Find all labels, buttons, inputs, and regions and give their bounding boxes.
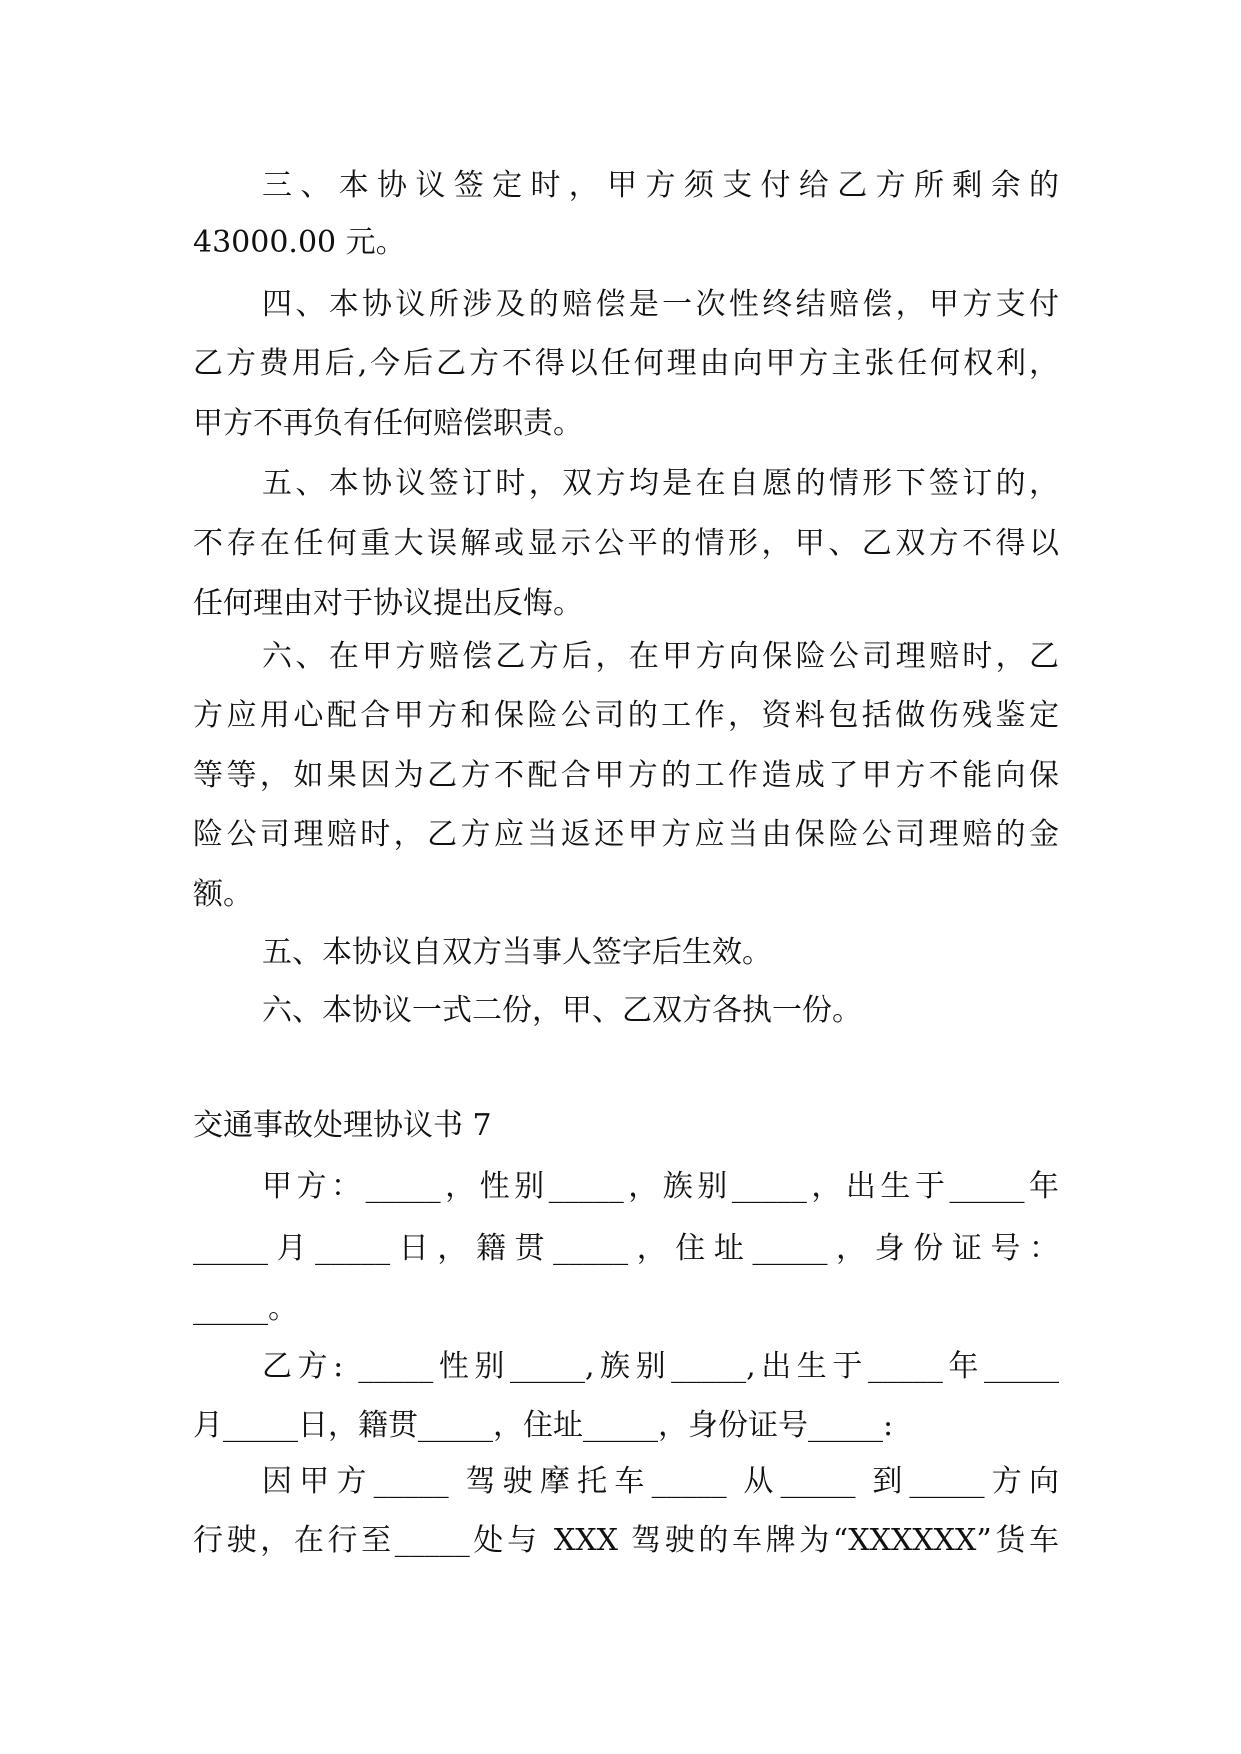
text-line: _____。 — [193, 1291, 298, 1326]
text-line: 乙方: _____性别_____,族别_____,出生于_____年_____ — [262, 1349, 1059, 1384]
text-line: 因甲方_____ 驾驶摩托车_____ 从_____ 到_____方向 — [262, 1464, 1059, 1499]
text-line: 三、本协议签定时，甲方须支付给乙方所剩余的 — [262, 168, 1059, 203]
text-line: 不存在任何重大误解或显示公平的情形，甲、乙双方不得以 — [193, 526, 1059, 561]
text-line: 五、本协议自双方当事人签字后生效。 — [262, 935, 772, 970]
text-line: 方应用心配合甲方和保险公司的工作，资料包括做伤残鉴定 — [193, 698, 1059, 733]
text-line: 六、本协议一式二份，甲、乙双方各执一份。 — [262, 993, 862, 1028]
section-title: 交通事故处理协议书 7 — [193, 1108, 492, 1143]
text-line: 甲方不再负有任何赔偿职责。 — [193, 406, 583, 441]
text-line: 乙方费用后,今后乙方不得以任何理由向甲方主张任何权利， — [193, 346, 1059, 381]
text-line: _____月_____日，籍贯_____，住址_____，身份证号： — [193, 1231, 1059, 1266]
text-line: 四、本协议所涉及的赔偿是一次性终结赔偿，甲方支付 — [262, 287, 1059, 322]
text-line: 五、本协议签订时，双方均是在自愿的情形下签订的， — [262, 466, 1059, 501]
text-line: 等等，如果因为乙方不配合甲方的工作造成了甲方不能向保 — [193, 758, 1059, 793]
text-line: 六、在甲方赔偿乙方后，在甲方向保险公司理赔时，乙 — [262, 639, 1059, 674]
text-line: 43000.00 元。 — [193, 225, 406, 260]
text-line: 月_____日，籍贯_____，住址_____，身份证号_____: — [193, 1408, 894, 1443]
text-line: 甲方：_____，性别_____，族别_____，出生于_____年 — [262, 1169, 1059, 1204]
text-line: 任何理由对于协议提出反悔。 — [193, 586, 583, 621]
text-line: 行驶，在行至_____处与 XXX 驾驶的车牌为“XXXXXX”货车 — [193, 1523, 1059, 1558]
text-line: 险公司理赔时，乙方应当返还甲方应当由保险公司理赔的金 — [193, 817, 1059, 852]
text-line: 额。 — [193, 877, 253, 912]
